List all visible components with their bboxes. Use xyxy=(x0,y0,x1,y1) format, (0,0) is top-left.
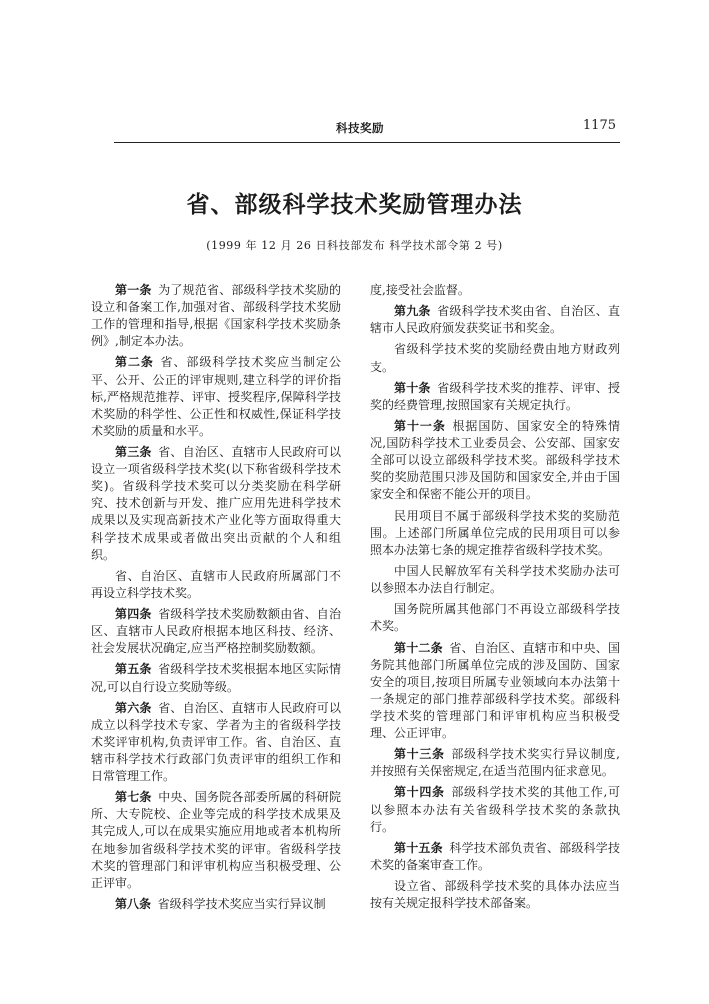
article-paragraph xyxy=(370,878,620,912)
article-paragraph xyxy=(91,606,341,657)
article-text: 省级科学技术奖根据本地区实际情况,可以自行设立奖励等级。 xyxy=(91,662,341,694)
article-text: 省级科学技术奖的奖励经费由地方财政列支。 xyxy=(370,342,620,374)
article-text: 中央、国务院各部委所属的科研院所、大专院校、企业等完成的科学技术成果及其完成人,可以在成果实施应用地或者本机构所在地参加省级科学技术奖的评审。省级科学技术奖的管理部门和评审机构应当积极受理、公正评审。 xyxy=(91,790,341,890)
article-paragraph xyxy=(91,568,341,602)
article-number: 第三条 xyxy=(115,445,152,460)
article-paragraph xyxy=(370,508,620,559)
article-text: 中国人民解放军有关科学技术奖励办法可以参照本办法自行制定。 xyxy=(370,563,620,596)
article-paragraph xyxy=(370,380,620,414)
article-text: 科学技术部负责省、部级科学技术奖的备案审查工作。 xyxy=(370,840,620,872)
article-text: 省级科学技术奖应当实行异议制 xyxy=(157,896,326,911)
article-number: 第二条 xyxy=(115,355,154,370)
article-paragraph xyxy=(370,341,620,375)
article-paragraph xyxy=(370,282,620,299)
article-number: 第八条 xyxy=(115,896,152,911)
article-number: 第十五条 xyxy=(394,840,443,855)
article-text: 民用项目不属于部级科学技术奖的奖励范围。上述部门所属单位完成的民用项目可以参照本办法第七条的规定推荐省级科学技术奖。 xyxy=(370,508,620,557)
article-text: 省级科学技术奖励数额由省、自治区、直辖市人民政府根据本地区科技、经济、社会发展状况确定,应当严格控制奖励数额。 xyxy=(91,607,341,656)
document-title: 省、部级科学技术奖励管理办法 xyxy=(186,192,523,218)
article-paragraph xyxy=(91,444,341,564)
article-text: 省、部级科学技术奖应当制定公平、公开、公正的评审规则,建立科学的评价指标,严格规范推荐、评审、授奖程序,保障科学技术奖励的科学性、公正性和权威性,保证科学技术奖励的质量和水平。 xyxy=(91,355,341,438)
article-paragraph xyxy=(91,282,341,350)
article-text: 部级科学技术奖的其他工作,可以参照本办法有关省级科学技术奖的条款执行。 xyxy=(370,785,620,834)
article-number: 第四条 xyxy=(115,607,152,622)
article-number: 第十四条 xyxy=(394,785,445,800)
article-number: 第十一条 xyxy=(394,419,446,434)
article-number: 第十条 xyxy=(394,380,431,395)
article-text: 省级科学技术奖由省、自治区、直辖市人民政府颁发获奖证书和奖金。 xyxy=(370,304,620,336)
article-number: 第五条 xyxy=(115,662,152,677)
article-paragraph xyxy=(370,601,620,635)
left-column xyxy=(91,282,341,917)
article-number: 第十三条 xyxy=(394,747,445,762)
section-title: 科技奖励 xyxy=(336,121,384,135)
article-text: 国务院所属其他部门不再设立部级科学技术奖。 xyxy=(370,602,620,634)
article-text: 省、自治区、直辖市人民政府所属部门不再设立科学技术奖。 xyxy=(91,568,341,600)
page-number: 1175 xyxy=(582,118,616,133)
article-paragraph xyxy=(370,640,620,743)
article-text: 省、自治区、直辖市人民政府可以成立以科学技术专家、学者为主的省级科学技术奖评审机构,负责评审工作。省、自治区、直辖市科学技术行政部门负责评审的组织工作和日常管理工作。 xyxy=(91,700,341,784)
running-header xyxy=(114,116,620,143)
article-text: 省、自治区、直辖市人民政府可以设立一项省级科学技术奖(以下称省级科学技术奖)。省级科学技术奖可以分类奖励在科学研究、技术创新与开发、推广应用先进科学技术成果以及实现高新技术产业化等方面取得重大科学技术成果或者做出突出贡献的个人和组织。 xyxy=(91,445,341,562)
article-text: 度,接受社会监督。 xyxy=(370,283,470,297)
article-paragraph xyxy=(370,784,620,835)
article-number: 第七条 xyxy=(115,790,152,805)
article-paragraph xyxy=(91,789,341,892)
article-text: 省、自治区、直辖市和中央、国务院其他部门所属单位完成的涉及国防、国家安全的项目,按项目所属专业领域向本办法第十一条规定的部门推荐部级科学技术奖。部级科学技术奖的管理部门和评审机构应当积极受理、公正评审。 xyxy=(370,640,620,740)
article-paragraph xyxy=(91,896,341,913)
right-column xyxy=(370,282,620,916)
article-text: 省级科学技术奖的推荐、评审、授奖的经费管理,按照国家有关规定执行。 xyxy=(370,380,620,412)
article-text: 为了规范省、部级科学技术奖励的设立和备案工作,加强对省、部级科学技术奖励工作的管理和指导,根据《国家科学技术奖励条例》,制定本办法。 xyxy=(91,283,341,349)
article-paragraph xyxy=(91,354,341,439)
article-text: 根据国防、国家安全的特殊情况,国防科学技术工业委员会、公安部、国家安全部可以设立部级科学技术奖。部级科学技术奖的奖励范围只涉及国防和国家安全,并由于国家安全和保密不能公开的项目。 xyxy=(370,419,620,502)
article-text: 部级科学技术奖实行异议制度,并按照有关保密规定,在适当范围内征求意见。 xyxy=(370,747,620,779)
article-number: 第一条 xyxy=(115,283,152,297)
article-paragraph xyxy=(370,840,620,874)
article-paragraph xyxy=(370,746,620,780)
issuance-note: (1999 年 12 月 26 日科技部发布 科学技术部令第 2 号) xyxy=(206,239,503,252)
article-number: 第六条 xyxy=(115,700,152,715)
article-number: 第九条 xyxy=(394,304,431,319)
article-number: 第十二条 xyxy=(394,640,443,655)
article-paragraph xyxy=(370,563,620,597)
article-paragraph xyxy=(370,303,620,337)
article-paragraph xyxy=(91,700,341,785)
article-text: 设立省、部级科学技术奖的具体办法应当按有关规定报科学技术部备案。 xyxy=(370,879,620,911)
article-paragraph xyxy=(370,418,620,503)
article-paragraph xyxy=(91,661,341,695)
